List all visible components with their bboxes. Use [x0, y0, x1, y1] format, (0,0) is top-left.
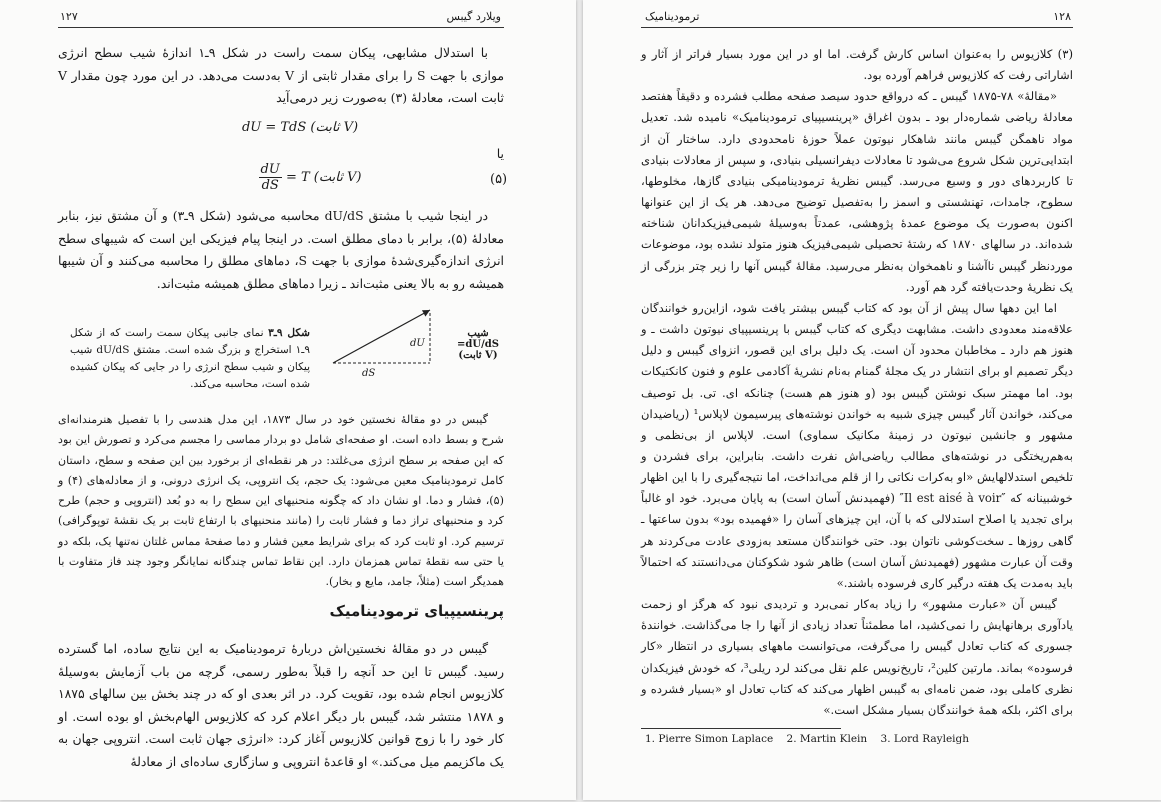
- left-para-4-text: گیبس در دو مقالهٔ نخستین‌اش دربارهٔ ترمودینامیک به این نتایج ساده، اما گسترده رسید. گیبس تا این حد آنچه را قبلاً به‌طور رسمی، گرچه من باب آزمایش به‌وسیلهٔ کلازیوس انجام شده بود، تقویت کرد. در اثر بعدی او که در چند بخش بین سالهای ۱۸۷۵ و ۱۸۷۸ منتشر شد، گیبس بار دیگر اعلام کرد که کلازیوس الهام‌بخش او بوده است. او کار خود را با زوج قوانین کلازیوس آغاز کرد: «انرژی جهان ثابت است. انتروپی جهان به یک ماکزیمم میل می‌کند.» او قاعدهٔ انتروپی و سازگاری ساده‌ای از معادلهٔ: [58, 641, 504, 769]
- fig-label-dU: dU: [410, 338, 425, 349]
- equation-5-denominator: dS: [261, 178, 279, 193]
- figure-caption-title: شکل ۹ـ۳: [268, 327, 310, 339]
- figure-caption-text: نمای جانبی پیکان سمت راست که از شکل ۹ـ۱ استخراج و بزرگ شده است. مشتق dU/dS شیب پیکان و شیب سطح انرژی را در جایی که پیکان کشیده شده است، محاسبه می‌کند.: [70, 327, 310, 390]
- fig-slope-text: شیب =dU/dS: [457, 328, 499, 350]
- section-title: پرینسیپیای ترمودینامیک: [329, 602, 504, 620]
- equation-5-rhs: = T (ثابت V): [285, 170, 362, 185]
- right-page: [583, 0, 1161, 800]
- figure-caption: [70, 325, 310, 393]
- ya-text: یا: [496, 146, 504, 161]
- equation-5-fraction: [259, 162, 282, 193]
- right-para-3: اما این دهها سال پیش از آن بود که کتاب گیبس بیشتر یافت شود، ازاین‌رو خوانندگان علاقه‌مند معدودی داشت. مشابهت دیگری که کتاب گیبس با پرینسیپیای نیوتون داشت ـ و هنوز هم دارد ـ مخاطبان محدود آن است. یک دلیل برای این قصور، انزوای گیبس و دلیل دیگر تصمیم او برای انتشار در یک مجلهٔ گمنام به‌نام نشریهٔ آکادمی علوم و فنون کانکتیکات بود. اما مهمتر سبک نوشتن گیبس بود (و هنوز هم هست) چنانکه ای. تی. بل توصیف می‌کند، خواندن آثار گیبس چیزی شبیه به خواندن نوشته‌های پیرسیمون لاپلاس¹ (ریاضیدان مشهور و جانشین نیوتون در زمینهٔ مکانیک سماوی) است. لاپلاس از بی‌نظمی و به‌هم‌ریختگی در نوشته‌های مطالب ریاضی‌اش نفرت داشت. بنابراین، برای فشردن و تلخیص استدلالهایش «او به‌کرات نکاتی را از قلم می‌انداخت، اما نتیجه‌گیری را با این اظهار خوشبینانه که ″Il est aisé à voir″ (فهمیدنش آسان است) به پایان می‌برد. خود او غالباً برای تجدید یا اصلاح استدلالی که با آن، این چیزهای آسان را «فهمیده بود» بدون ساعتها ـ گاهی روزها ـ سخت‌کوشی ناتوان بود. حتی خوانندگان مستعد به‌زودی عادت می‌کردند هر وقت آن عبارت مشهور (فهمیدنش آسان است) ظاهر شود شکوکنان می‌دانستند که احتمالاً باید به‌مدت یک هفته درگیر کاری فرسوده باشند.»: [641, 300, 1073, 590]
- left-para-3-text: گیبس در دو مقالهٔ نخستین خود در سال ۱۸۷۳، این مدل هندسی را با تفصیل هنرمندانه‌ای شرح و بسط داده است. او صفحه‌ای شامل دو بردار مماسی را مجسم می‌کرد و تصورش این بود که این صفحه بر سطح انرژی می‌غلتد: در هر نقطه‌ای از برخورد بین این صفحه و سطح، داستان کامل ترمودینامیک معین می‌شود: یک حجم، یک انتروپی، یک انرژی درونی، و از معادله‌های (۴) و (۵)، فشار و دما. او نشان داد که چگونه منحنیهای این سطح را به دو بُعد (انتروپی و حجم) طرح کرد و منحنیهای تراز دما و فشار ثابت را (مانند منحنیهای با ارتفاع ثابت بر یک نقشهٔ توپوگرافی) ترسیم کرد. او ثابت کرد که برای شرایط معین فشار و دما صفحهٔ مماس غلتان نه‌تنها یک، بلکه دو یا حتی سه نقطهٔ تماس همزمان دارد. این نقاط تماس چندگانه نمایانگر وجود چند فاز متفاوت با همدیگر است (مثلاً، جامد، مایع و بخار).: [58, 413, 504, 588]
- equation-5-numerator: dU: [260, 162, 280, 177]
- left-para-2: [58, 205, 504, 295]
- fig-slope-label: [448, 328, 508, 361]
- right-para-2: «مقالهٔ» ۷۸-۱۸۷۵ گیبس ـ که درواقع حدود سیصد صفحه مطلب فشرده و دقیقاً هفتصد معادلهٔ ریاضی شماره‌دار بود ـ بدون اغراق «پرینسیپیای ترمودینامیک» نامیده شد. تعدیل مواد ناهمگن گیبس مانند شاهکار نیوتون عملاً حوزهٔ نامحدودی دارد. ساختار آن از ابتدایی‌ترین شکل شروع می‌شود تا معادلات دیفرانسیلی بنیادی، و سپس از معادلات بنیادی تا کاربردهای دور و وسیع می‌رسد. گیبس نظریهٔ ترمودینامیکی بنیادی گازها، مخلوطها، سطوح، جامدات، تهنشستی و اسمز را به‌تفصیل توضیح می‌دهد. هر یک از این عنوانها اکنون به‌صورت یک موضوع عمدهٔ پژوهشی، عمدتاً به‌وسیلهٔ شیمی‌فیزیکدانان شناخته شده‌اند. در سالهای ۱۸۷۰ که رشتهٔ تحصیلی شیمی‌فیزیک هنوز متولد نشده بود، موضوعات موردنظر گیبس ناآشنا و ناهمخوان به‌نظر می‌رسید. مقالهٔ گیبس آنها را زیر چتر بزرگی از یک نظریهٔ وحدت‌یافته گرد هم آورد.: [641, 89, 1073, 294]
- footnote-2: 2. Martin Klein: [786, 733, 868, 745]
- fig-const-text: (ثابت V): [458, 350, 498, 361]
- footnote-3: 3. Lord Rayleigh: [880, 733, 969, 745]
- left-header-rule: [58, 27, 504, 28]
- footnotes: [645, 733, 969, 745]
- equation-5: [230, 162, 390, 193]
- right-para-1: (۳) کلازیوس را به‌عنوان اساس کارش گرفت. اما او در این مورد بسیار فراتر از آثار و اشاراتی رفت که کلازیوس فراهم آورده بود.: [641, 47, 1073, 83]
- right-header-rule: [641, 27, 1073, 28]
- left-para-3: [58, 410, 504, 592]
- slope-figure: [325, 305, 445, 385]
- left-para-1: [58, 42, 504, 110]
- right-page-header: [645, 10, 1071, 23]
- left-para-1-text: با استدلال مشابهی، پیکان سمت راست در شکل ۹ـ۱ اندازهٔ شیب سطح انرژی موازی با جهت S را برای مقدار ثابتی از V به‌دست می‌دهد. در این مورد چون مقدار V ثابت است، معادلهٔ (۳) به‌صورت زیر درمی‌آید: [58, 45, 505, 105]
- left-page-header: [60, 10, 501, 23]
- left-para-4: [58, 638, 504, 773]
- right-para-4: گیبس آن «عبارت مشهور» را زیاد به‌کار نمی‌برد و تردیدی نبود که هرگز او زحمت یادآوری برهانهایش را نمی‌کشید، اما مطمئناً تعداد زیادی از آنها را جا می‌گذاشت. خوانندهٔ جسوری که کتاب تعادل گیبس را می‌گرفت، می‌توانست ماههای بسیاری در انتظار «کار فرسوده» بماند. مارتین کلین²، تاریخ‌نویس علم نقل می‌کند لرد ریلی³، که خودش فیزیکدان نظری کاملی بود، ضمن نامه‌ای به گیبس اظهار می‌کند که کتاب تعادل او «بسیار فشرده و برای اکثر، بلکه همهٔ خوانندگان بسیار مشکل است.»: [641, 597, 1073, 717]
- slope-arrow: [333, 310, 430, 363]
- right-body: [641, 44, 1073, 721]
- right-page-running-head: ترمودینامیک: [645, 10, 700, 23]
- right-page-number: ۱۲۸: [1053, 10, 1071, 23]
- left-page: [0, 0, 576, 800]
- equation-5-number: (۵): [490, 172, 508, 187]
- fig-label-dS: dS: [362, 368, 376, 379]
- left-page-number: ۱۲۷: [60, 10, 78, 23]
- left-page-running-head: ویلارد گیبس: [446, 10, 501, 23]
- left-para-2-text: در اینجا شیب با مشتق dU/dS محاسبه می‌شود (شکل ۹ـ۳) و آن مشتق نیز، بنابر معادلهٔ (۵)، برابر با دمای مطلق است. در اینجا پیام فیزیکی این است که شیبهای سطح انرژی اندازه‌گیری‌شدهٔ موازی با جهت S، دماهای مطلق را محاسبه می‌کنند و آن شیبها همیشه رو به بالا یعنی مثبت‌اند ـ زیرا دماهای مطلق همیشه مثبت‌اند.: [58, 208, 504, 291]
- footnote-1: 1. Pierre Simon Laplace: [645, 733, 774, 745]
- equation-dU-TdS: dU = TdS (ثابت V): [241, 120, 359, 135]
- footnote-rule: [641, 728, 841, 729]
